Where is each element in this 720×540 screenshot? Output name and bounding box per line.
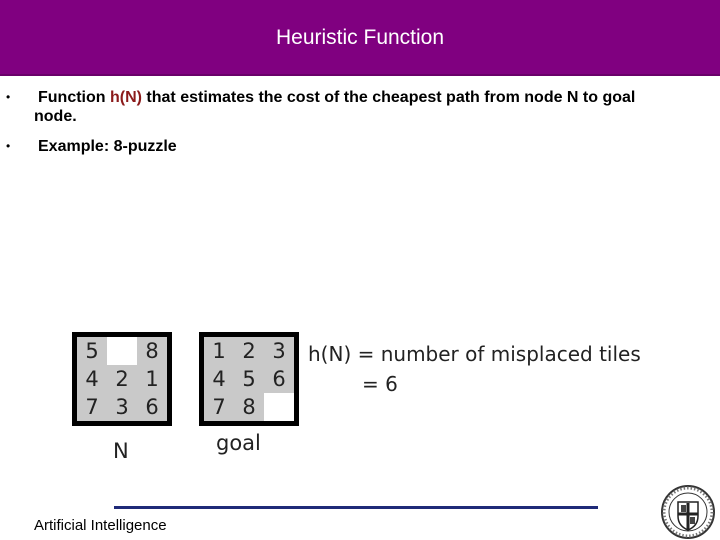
- puzzle-goal-tile: 4: [204, 365, 234, 393]
- title-bar: [0, 0, 720, 76]
- slide-title: Heuristic Function: [275, 26, 445, 49]
- puzzle-goal-tile: 5: [234, 365, 264, 393]
- puzzle-n-tile: 7: [77, 393, 107, 421]
- puzzle-n-caption: N: [113, 439, 129, 463]
- bullet-2-text: Example: 8-puzzle: [38, 138, 177, 155]
- puzzle-n-tile: 1: [137, 365, 167, 393]
- puzzle-n-tile: 6: [137, 393, 167, 421]
- footer-rule: [114, 506, 598, 509]
- puzzle-goal-tile: 6: [264, 365, 294, 393]
- bullet-marker: •: [6, 139, 11, 153]
- bullet-1-line-2: node.: [34, 108, 77, 125]
- puzzle-goal-tile: [264, 393, 294, 421]
- puzzle-goal-tile: 8: [234, 393, 264, 421]
- puzzle-goal-tile: 2: [234, 337, 264, 365]
- puzzle-n: [72, 332, 172, 426]
- puzzle-goal-caption: goal: [216, 431, 261, 455]
- puzzle-n-tile: 3: [107, 393, 137, 421]
- bullet-1-post: that estimates the cost of the cheapest path from node N to goal: [141, 89, 636, 106]
- bullet-1-highlight: h(N): [109, 89, 142, 106]
- bullet-1-pre: Function: [38, 89, 110, 106]
- bullet-marker: •: [6, 90, 11, 104]
- puzzle-n-tile: 5: [77, 337, 107, 365]
- puzzle-goal-tile: 7: [204, 393, 234, 421]
- puzzle-n-tile: 8: [137, 337, 167, 365]
- heuristic-value: = 6: [362, 372, 398, 396]
- puzzle-n-tile: [107, 337, 137, 365]
- puzzle-n-tile: 4: [77, 365, 107, 393]
- bullet-1-line-1: [38, 88, 635, 107]
- puzzle-goal: [199, 332, 299, 426]
- puzzle-goal-tile: 1: [204, 337, 234, 365]
- title-underline: [0, 74, 720, 76]
- footer-course-name: Artificial Intelligence: [34, 517, 167, 534]
- university-seal-icon: [660, 484, 716, 540]
- puzzle-goal-tile: 3: [264, 337, 294, 365]
- puzzle-n-tile: 2: [107, 365, 137, 393]
- heuristic-definition: h(N) = number of misplaced tiles: [308, 342, 641, 366]
